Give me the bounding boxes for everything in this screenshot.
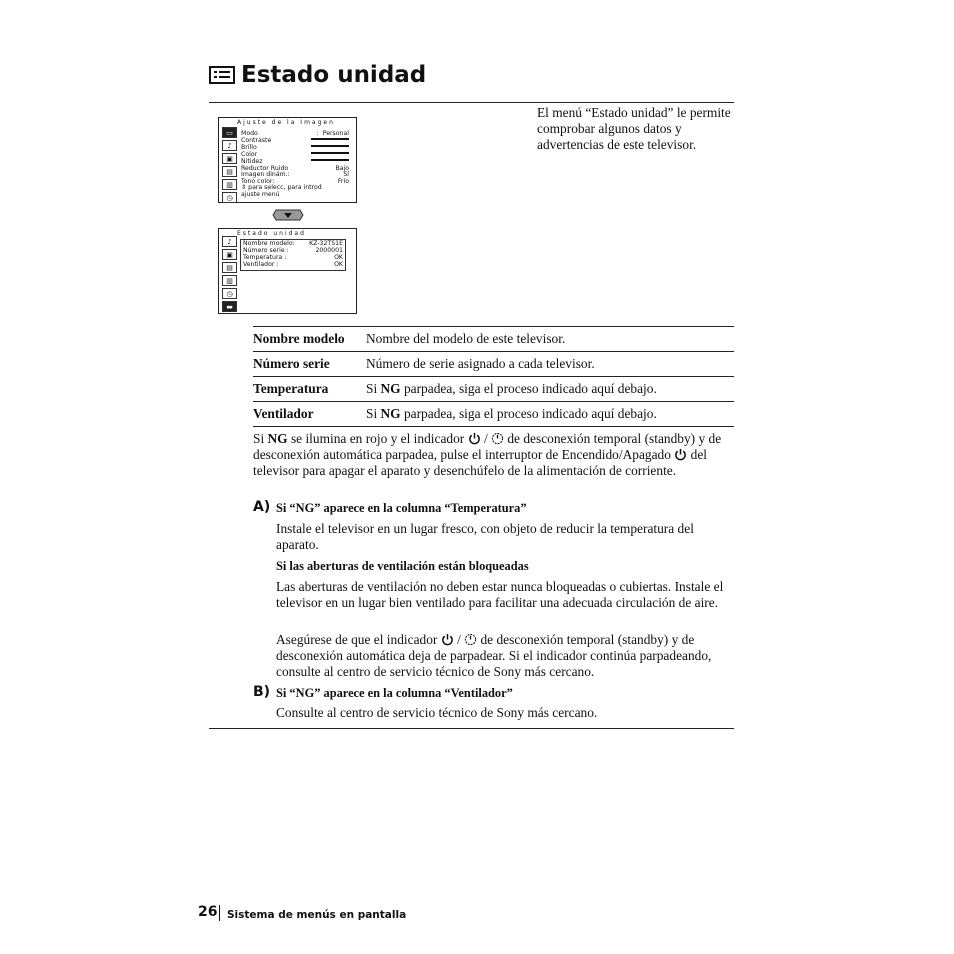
menu2-row: Nombre modelo: KZ-32TS1E bbox=[243, 240, 343, 247]
info-table bbox=[253, 326, 734, 427]
menu1-row: Nitidez bbox=[241, 159, 349, 166]
sharpness-bar bbox=[311, 159, 349, 161]
menu1-row: Modo : Personal bbox=[241, 130, 349, 137]
power-icon bbox=[441, 633, 454, 646]
timer-icon: ◷ bbox=[222, 192, 237, 203]
page-number: 26 bbox=[198, 904, 218, 920]
section-a-letter: A) bbox=[253, 499, 271, 515]
menu1-hint: ⇕ para selecc, para introd ajuste menú bbox=[241, 184, 322, 198]
setup-icon: ▥ bbox=[222, 275, 237, 286]
table-row: Temperatura Si NG parpadea, siga el proceso indicado aquí debajo. bbox=[253, 377, 734, 402]
updown-icon: ⇕ bbox=[241, 184, 247, 191]
screen-icon: ▣ bbox=[222, 153, 237, 164]
setup-icon: ▥ bbox=[222, 179, 237, 190]
menu1-row: Imagen dinám.: Sí bbox=[241, 171, 349, 179]
color-bar bbox=[311, 152, 349, 154]
menu1-row: Color bbox=[241, 152, 349, 159]
menu2-row: Número serie : 2000001 bbox=[243, 246, 343, 254]
menu1-header: Ajuste de la Imagen bbox=[237, 119, 335, 126]
menu2-header: Estado unidad bbox=[237, 230, 306, 237]
menu2-row: Temperatura : OK bbox=[243, 253, 343, 261]
table-row: Ventilador Si NG parpadea, siga el proceso indicado aquí debajo. bbox=[253, 402, 734, 427]
timer-icon: ◷ bbox=[222, 288, 237, 299]
screen-icon: ▣ bbox=[222, 249, 237, 260]
picture-icon: ▭ bbox=[222, 127, 237, 138]
menu1-row: Tono color: Frío bbox=[241, 178, 349, 186]
page-title bbox=[209, 62, 426, 88]
menu1-row: Brillo bbox=[241, 145, 349, 152]
menu2-icon-column bbox=[222, 236, 238, 314]
section-a-text1: Instale el televisor en un lugar fresco, con objeto de reducir la temperatura del aparato. bbox=[276, 521, 694, 552]
contrast-bar bbox=[311, 138, 349, 140]
power-icon bbox=[674, 448, 687, 461]
menu2-row: Ventilador : OK bbox=[243, 260, 343, 268]
status-icon: ▬ bbox=[222, 301, 237, 312]
menu1-icon-column bbox=[222, 127, 238, 205]
footer-separator bbox=[219, 905, 220, 921]
features-icon: ▤ bbox=[222, 262, 237, 273]
standby-timer-icon bbox=[464, 633, 477, 646]
section-a-text2: Las aberturas de ventilación no deben estar nunca bloqueadas o cubiertas. Instale el televisor en un lugar bien ventilado para facilitar una adecuada circulación de aire. bbox=[276, 579, 724, 610]
section-a-subheading: Si las aberturas de ventilación están bloqueadas bbox=[276, 559, 529, 573]
section-a-heading: Si “NG” aparece en la columna “Temperatura” bbox=[276, 501, 527, 515]
features-icon: ▤ bbox=[222, 166, 237, 177]
picture-menu-screen bbox=[218, 117, 357, 203]
page-title-text: Estado unidad bbox=[241, 62, 427, 88]
section-b-heading: Si “NG” aparece en la columna “Ventilador” bbox=[276, 686, 513, 700]
section-a-text3: Asegúrese de que el indicador / de desconexión temporal (standby) y de desconexión automática deja de parpadear. Si el indicador continúa parpadeando, consulte al centro de servicio técnico de Sony más cercano. bbox=[276, 632, 712, 679]
menu1-row: Contraste bbox=[241, 138, 349, 145]
intro-text: El menú “Estado unidad” le permite comprobar algunos datos y advertencias de este televisor. bbox=[537, 105, 731, 152]
menu1-row: Reductor Ruido Bajo bbox=[241, 164, 349, 172]
title-rule bbox=[209, 102, 734, 103]
table-row: Número serie Número de serie asignado a cada televisor. bbox=[253, 352, 734, 377]
section-b-text: Consulte al centro de servicio técnico de Sony más cercano. bbox=[276, 705, 598, 720]
status-menu-icon bbox=[209, 66, 235, 84]
power-icon bbox=[468, 432, 481, 445]
bottom-rule bbox=[209, 728, 734, 729]
status-menu-screen bbox=[218, 228, 357, 314]
table-row: Nombre modelo Nombre del modelo de este televisor. bbox=[253, 327, 734, 352]
brightness-bar bbox=[311, 145, 349, 147]
down-button-icon bbox=[272, 209, 304, 221]
ng-paragraph: Si NG se ilumina en rojo y el indicador / de desconexión temporal (standby) y de desconexión automática parpadea, pulse el interruptor de Encendido/Apagado del televisor para apagar el aparato y desenchúfelo de la alimentación de corriente. bbox=[253, 431, 722, 478]
menu1-list bbox=[241, 131, 349, 186]
sound-icon: ♪ bbox=[222, 236, 237, 247]
footer-section-title: Sistema de menús en pantalla bbox=[227, 909, 407, 921]
sound-icon: ♪ bbox=[222, 140, 237, 151]
standby-timer-icon bbox=[491, 432, 504, 445]
section-b-letter: B) bbox=[253, 684, 271, 700]
menu2-list bbox=[240, 239, 346, 271]
